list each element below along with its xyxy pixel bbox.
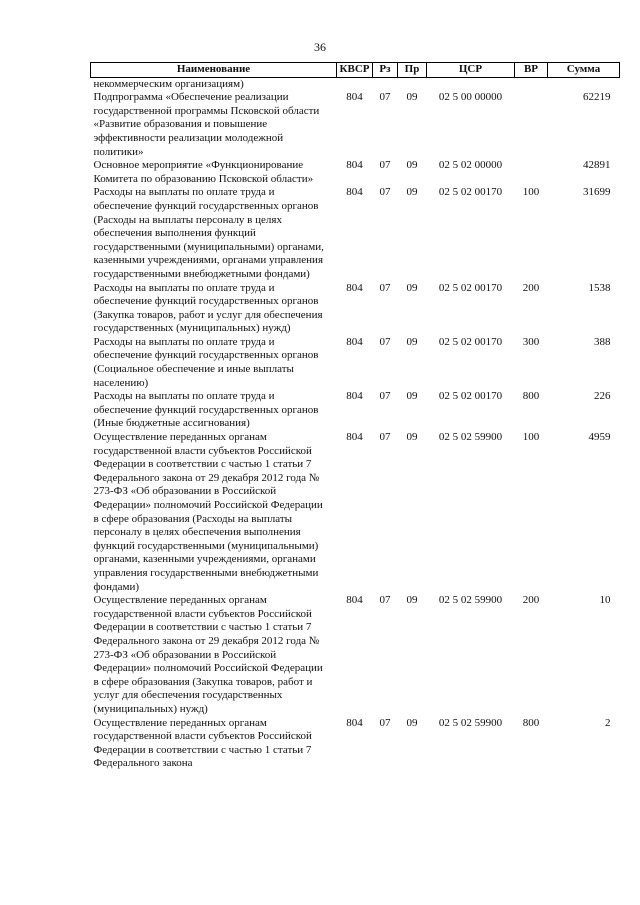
cell-name: Расходы на выплаты по оплате труда и обеспечение функций государственных органов (Социальное обеспечение и иные выплаты населению) [93,335,319,389]
cell-name: Осуществление переданных органам государственной власти субъектов Российской Федерации в соответствии с частью 1 статьи 7 Федерального закона от 29 декабря 2012 года № 273-ФЗ «Об образовании в Российской Федерации» полномочий Российской Федерации в сфере образования (Расходы на выплаты персоналу в целях обеспечения выполнения функций государственными (муниципальными) органами, казенными учреждениями, органами управления государственными внебюджетными фондами) [93,431,323,593]
cell-pr: 09 [406,716,418,729]
cell-rz: 07 [379,335,391,348]
header-csr: ЦСР [427,63,515,78]
cell-kvsr: 804 [346,594,363,607]
cell-rz: 07 [379,91,391,104]
cell-vr [515,77,548,91]
cell-csr: 02 5 02 00170 [438,335,503,348]
table-row [91,91,620,159]
table-header-row [91,63,620,78]
table-row [91,390,620,431]
cell-vr [515,91,548,159]
cell-sum: 62219 [583,91,611,104]
header-rz: Рз [373,63,398,78]
cell-pr: 09 [406,159,418,172]
cell-pr: 09 [406,594,418,607]
cell-name: некоммерческим организациям) [93,77,244,90]
budget-table [90,62,620,771]
table-row [91,77,620,91]
header-vr: ВР [515,63,548,78]
cell-csr: 02 5 02 59900 [438,594,503,607]
cell-pr: 09 [406,186,418,199]
cell-vr: 800 [522,390,540,403]
cell-sum [548,77,620,91]
header-name: Наименование [91,63,337,78]
cell-name: Основное мероприятие «Функционирование Комитета по образованию Псковской области» [93,159,314,185]
cell-vr: 100 [522,431,540,444]
cell-csr: 02 5 02 00170 [438,390,503,403]
cell-kvsr: 804 [346,335,363,348]
cell-vr: 300 [522,335,540,348]
cell-sum: 4959 [588,431,611,444]
cell-rz: 07 [379,431,391,444]
cell-name: Подпрограмма «Обеспечение реализации государственной программы Псковской области «Развитие образования и повышение эффективности реализации молодежной политики» [93,91,320,158]
cell-kvsr: 804 [346,159,363,172]
cell-name: Расходы на выплаты по оплате труда и обеспечение функций государственных органов (Иные бюджетные ассигнования) [93,390,319,430]
header-sum: Сумма [548,63,620,78]
cell-pr: 09 [406,431,418,444]
cell-sum: 31699 [583,186,611,199]
cell-rz: 07 [379,390,391,403]
cell-kvsr: 804 [346,431,363,444]
cell-csr: 02 5 02 00000 [438,159,503,172]
cell-vr: 100 [522,186,540,199]
cell-sum: 10 [599,594,611,607]
cell-kvsr: 804 [346,91,363,104]
cell-kvsr: 804 [346,186,363,199]
table-row [91,186,620,281]
table-row [91,336,620,390]
cell-rz: 07 [379,186,391,199]
cell-rz: 07 [379,716,391,729]
cell-pr: 09 [406,335,418,348]
cell-csr [427,77,515,91]
cell-sum: 2 [605,716,611,729]
cell-vr: 200 [522,281,540,294]
cell-name: Осуществление переданных органам государственной власти субъектов Российской Федерации в соответствии с частью 1 статьи 7 Федерального закона [93,716,312,770]
table-row [91,431,620,594]
cell-pr [398,77,427,91]
cell-rz [373,77,398,91]
cell-csr: 02 5 02 59900 [438,716,503,729]
cell-csr: 02 5 00 00000 [438,91,503,104]
cell-vr [515,159,548,186]
table-row [91,717,620,771]
cell-sum: 226 [594,390,611,403]
cell-sum: 42891 [583,159,611,172]
cell-kvsr [337,77,373,91]
table-row [91,282,620,336]
cell-kvsr: 804 [346,390,363,403]
page-number: 36 [314,40,326,54]
table-row [91,159,620,186]
cell-vr: 200 [522,594,540,607]
cell-sum: 1538 [588,281,611,294]
cell-vr: 800 [522,716,540,729]
cell-name: Осуществление переданных органам государственной власти субъектов Российской Федерации в соответствии с частью 1 статьи 7 Федерального закона от 29 декабря 2012 года № 273-ФЗ «Об образовании в Российской Федерации» полномочий Российской Федерации в сфере образования (Закупка товаров, работ и услуг для обеспечения государственных (муниципальных) нужд) [93,594,323,715]
cell-rz: 07 [379,159,391,172]
cell-csr: 02 5 02 00170 [438,281,503,294]
cell-sum: 388 [594,335,611,348]
cell-csr: 02 5 02 59900 [438,431,503,444]
table-row [91,594,620,716]
cell-pr: 09 [406,281,418,294]
cell-kvsr: 804 [346,281,363,294]
cell-rz: 07 [379,281,391,294]
cell-rz: 07 [379,594,391,607]
cell-csr: 02 5 02 00170 [438,186,503,199]
cell-pr: 09 [406,390,418,403]
table-body [91,77,620,771]
cell-name: Расходы на выплаты по оплате труда и обеспечение функций государственных органов (Расходы на выплаты персоналу в целях обеспечения выполнения функций государственными (муниципальными) органами, казенными учреждениями, органами управления государственными внебюджетными фондами) [93,186,324,280]
cell-kvsr: 804 [346,716,363,729]
header-kvsr: КВСР [337,63,373,78]
header-pr: Пр [398,63,427,78]
cell-name: Расходы на выплаты по оплате труда и обеспечение функций государственных органов (Закупка товаров, работ и услуг для обеспечения государственных (муниципальных) нужд) [93,281,323,335]
cell-pr: 09 [406,91,418,104]
